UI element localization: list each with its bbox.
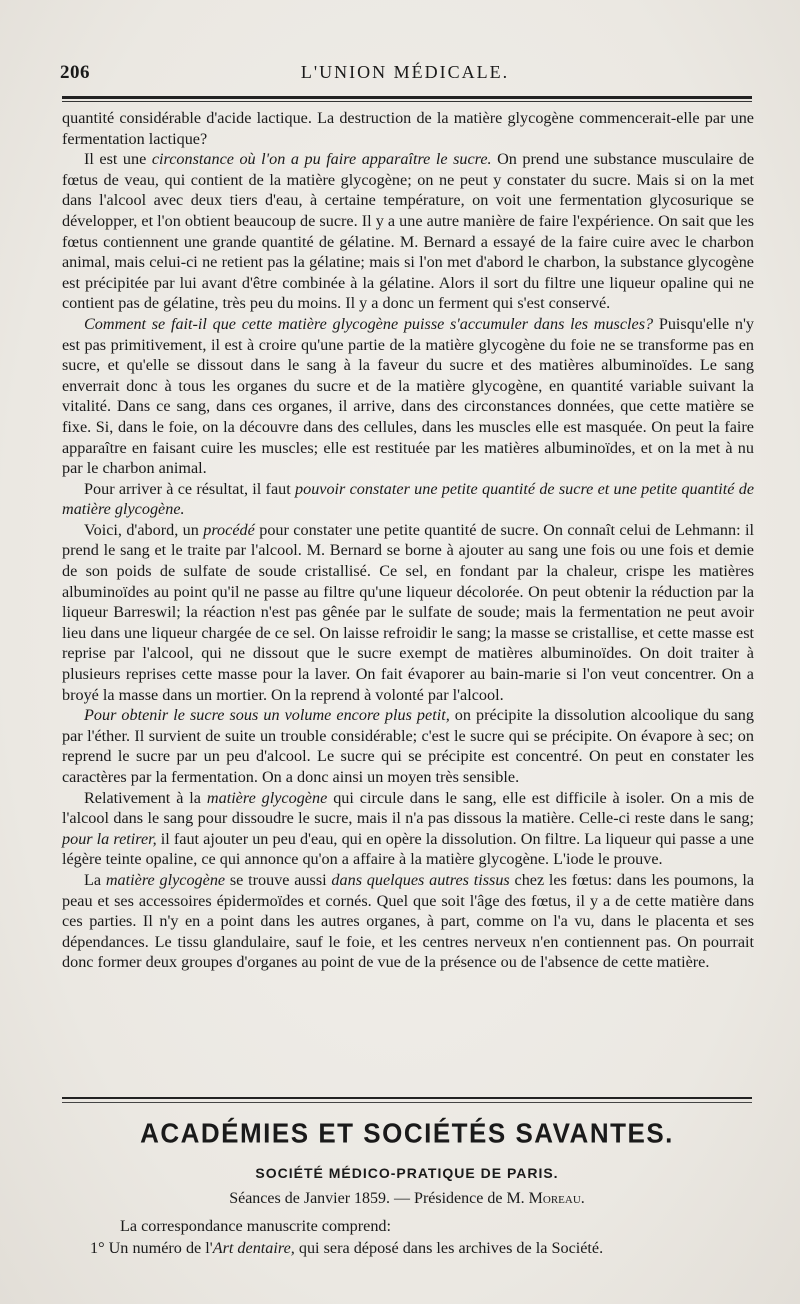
header-rule-thin — [62, 101, 752, 102]
correspondance-item-1 — [62, 1237, 752, 1259]
paragraph-4 — [62, 479, 754, 520]
paragraph-3-italic: Comment se fait-il que cette matière glycogène puisse s'accumuler dans les muscles? — [84, 314, 654, 333]
paragraph-7-italic-2: pour la retirer, — [62, 829, 157, 848]
paragraph-6-rest: on précipite la dissolution alcoolique du sang par l'éther. Il survient de suite un trouble considérable; c'est le sucre qui se précipite. On évapore à sec; on reprend le sucre par un peu d'alcool. Le sucre qui se précipite est concentré. On peut en constater les caractères par la fermentation. On a donc ainsi un moyen très sensible. — [62, 706, 754, 786]
sessions-line — [62, 1190, 752, 1208]
paragraph-8-mid: se trouve aussi — [225, 870, 332, 889]
paragraph-5-rest: pour constater une petite quantité de sucre. On connaît celui de Lehmann: il prend le sang et le traite par l'alcool. M. Bernard se borne à ajouter au sang une fois ou une fois et demie de son poids de sulfate de soude cristallisé. Ce sel, en fondant par la chaleur, crispe les matières albuminoïdes au point qu'il ne passe au filtre qu'une liqueur décolorée. On peut obtenir la réduction par la liqueur Barreswil; la réaction n'est pas gênée par le sulfate de soude; mais la fermentation ne peut avoir lieu dans une liqueur chargée de ce sel. On laisse refroidir le sang; la masse se cristallise, et cette masse est reprise par l'alcool, qui ne dissout que le sucre exempt de matières albuminoïdes. On doit traiter à plusieurs reprises cette masse pour la laver. On fait évaporer au bain-marie si l'on veut concentrer. On a broyé la masse dans un mortier. On la reprend à volonté par l'alcool. — [62, 520, 754, 704]
paragraph-6-italic: Pour obtenir le sucre sous un volume encore plus petit, — [84, 706, 450, 725]
paragraph-7-mid: qui circule dans le sang, elle est difficile à isoler. On a mis de l'alcool dans le sang pour dissoudre le sucre, mais il n'a pas dissous la matière. Celle-ci reste dans le sang; — [62, 788, 755, 828]
paragraph-3-rest: Puisqu'elle n'y est pas primitivement, il est à croire qu'une partie de la matière glycogène du foie ne se transforme pas en sucre, et qu'elle se dissout dans le sang à la faveur du sucre et des matières albuminoïdes. Le sang enverrait donc à tous les organes du sucre et de la matière glycogène, en quantité variable suivant la vitalité. Dans ce sang, dans ces organes, il arrive, dans des circonstances données, que cette matière se fixe. Si, dans le foie, on la découvre dans des cellules, dans les muscles elle est masquée. On peut la faire apparaître en faisant cuire les muscles; elle est restituée par les matières albuminoïdes, et on la met à nu par le charbon animal. — [62, 314, 755, 478]
paragraph-2 — [62, 149, 754, 314]
article-body — [62, 108, 754, 973]
paragraph-7-rest: il faut ajouter un peu d'eau, qui en opère la dissolution. On filtre. La liqueur qui passe a une légère teinte opaline, ce qui annonce qu'on a affaire à la matière glycogène. L'iode le prouve. — [62, 829, 754, 869]
section-rule — [62, 1097, 752, 1099]
item-1-rest: qui sera déposé dans les archives de la Société. — [294, 1239, 604, 1257]
paragraph-5-lead: Voici, d'abord, un — [84, 520, 204, 539]
paragraph-8-italic-2: dans quelques autres tissus — [331, 870, 510, 889]
running-title: L'UNION MÉDICALE. — [300, 62, 510, 82]
paragraph-2-italic: circonstance où l'on a pu faire apparaître le sucre. — [151, 150, 492, 169]
paragraph-1 — [62, 108, 754, 149]
paragraph-2-rest: On prend une substance musculaire de fœtus de veau, qui contient de la matière glycogène; on ne peut y constater du sucre. Mais si on la met dans l'alcool avec deux tiers d'eau, à certaine température, on voit une fermentation glycosurique se développer, et l'on obtient beaucoup de sucre. Il y a une autre manière de faire l'expérience. On sait que les fœtus contiennent une grande quantité de gélatine. M. Bernard a essayé de la faire cuire avec le charbon animal, mais celui-ci ne retient pas la gélatine; mais si l'on met d'abord le charbon, la substance glycogène est précipitée par lui avant d'être combinée à la gélatine. Alors il sort du filtre une liqueur opaline qui ne contient pas de gélatine, très peu du moins. Il y a donc un ferment qui s'est conservé. — [62, 150, 755, 313]
correspondance-block — [62, 1215, 752, 1259]
paragraph-6 — [62, 705, 754, 787]
sessions-lead: Séances de Janvier 1859. — Présidence de M. — [229, 1190, 529, 1207]
president-name: Moreau. — [528, 1190, 585, 1207]
paragraph-7 — [62, 788, 754, 870]
item-1-lead: 1° Un numéro de l' — [90, 1239, 213, 1257]
correspondance-intro: La correspondance manuscrite comprend: — [120, 1217, 392, 1235]
paragraph-3 — [62, 314, 754, 479]
paragraph-5-italic: procédé — [203, 520, 255, 539]
header-rule — [62, 96, 752, 99]
paragraph-7-lead: Relativement à la — [84, 788, 207, 807]
paragraph-8-lead: La — [84, 870, 106, 889]
paragraph-7-italic: matière glycogène — [206, 788, 328, 807]
item-1-italic: Art dentaire, — [212, 1239, 295, 1257]
society-heading: SOCIÉTÉ MÉDICO-PRATIQUE DE PARIS. — [255, 1165, 559, 1181]
paragraph-8-italic: matière glycogène — [105, 870, 226, 889]
page-header — [60, 58, 750, 88]
section-title: ACADÉMIES ET SOCIÉTÉS SAVANTES. — [140, 1117, 674, 1149]
paragraph-4-lead: Pour arriver à ce résultat, il faut — [84, 479, 295, 498]
paragraph-8 — [62, 870, 754, 973]
paragraph-8-rest: chez les fœtus: dans les poumons, la peau et ses accessoires épidermoïdes et cornés. Quel que soit l'âge des fœtus, il y a de cette matière dans ces parties. Il n'y en a point dans les autres organes, à part, comme on l'a vu, dans le placenta et ses dépendances. Le tissu glandulaire, sauf le foie, et les centres nerveux n'en contiennent pas. On pourrait donc former deux groupes d'organes au point de vue de la présence ou de l'absence de cette matière. — [62, 870, 755, 972]
paragraph-4-italic: pouvoir constater une petite quantité de sucre et une petite quantité de matière glycogène. — [62, 479, 755, 519]
paragraph-5 — [62, 520, 754, 705]
paragraph-2-lead: Il est une — [84, 150, 152, 169]
paragraph-1-text: quantité considérable d'acide lactique. La destruction de la matière glycogène commencerait-elle par une fermentation lactique? — [62, 109, 754, 148]
page-number: 206 — [60, 62, 90, 83]
section-rule-thin — [62, 1102, 752, 1103]
